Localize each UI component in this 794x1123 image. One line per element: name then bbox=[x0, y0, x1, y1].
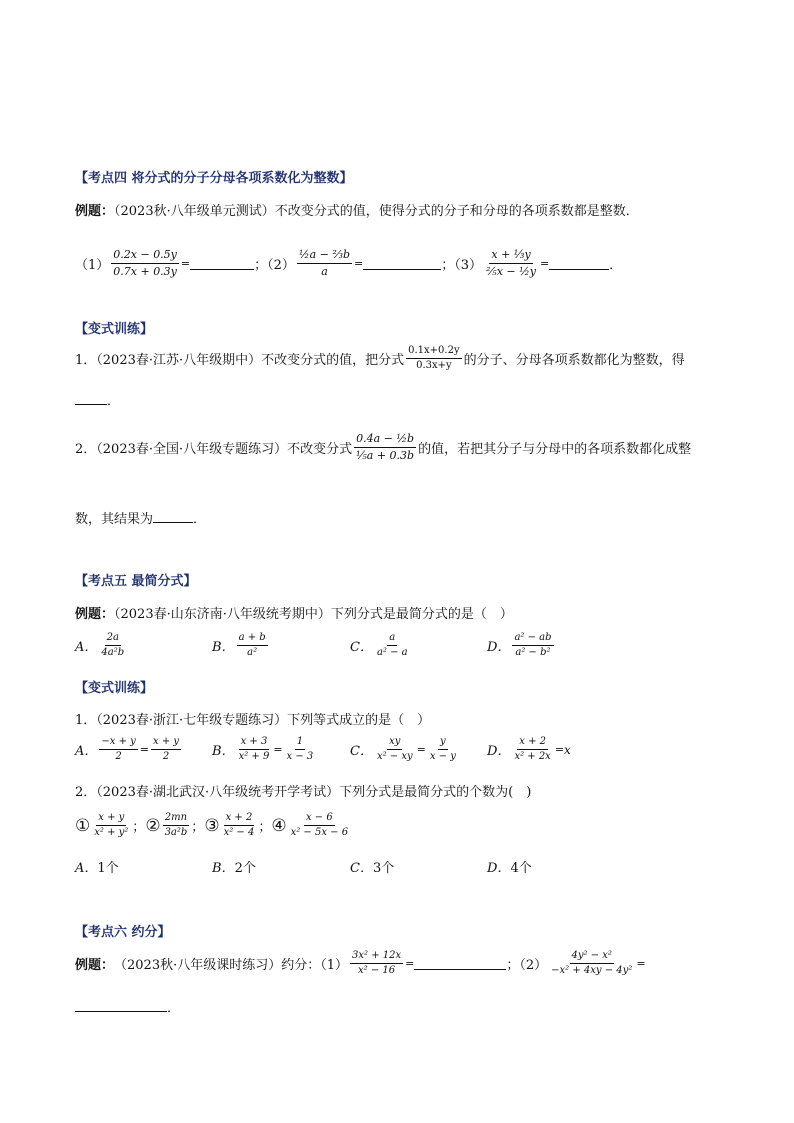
item-fraction bbox=[289, 812, 351, 839]
fraction-1-denominator: 0.7x + 0.3y bbox=[113, 265, 177, 278]
fraction-denominator: x² − xy bbox=[376, 751, 413, 762]
question-fraction bbox=[406, 345, 461, 372]
option-b[interactable]: B． $\frac{x + 3}{\text{x² + 9}}$ = $\frac{1}{x - 3}$ bbox=[212, 736, 314, 762]
example-5 bbox=[75, 603, 513, 622]
fraction-numerator: a + b bbox=[237, 632, 268, 646]
period: ． bbox=[167, 1001, 181, 1016]
option-letter: D． bbox=[487, 744, 511, 759]
item-mark: ③ bbox=[204, 815, 220, 836]
question-5-2-options bbox=[75, 857, 595, 877]
option-letter: D． bbox=[487, 640, 511, 655]
fraction-2-numerator: ½a − ⅔b bbox=[297, 248, 352, 264]
option-c[interactable] bbox=[350, 632, 412, 659]
fraction-numerator: x + y bbox=[96, 812, 126, 826]
option-letter: A． bbox=[75, 640, 98, 655]
option-text: 1个 bbox=[97, 861, 119, 876]
option-fraction bbox=[512, 736, 552, 763]
fraction-1-numerator: 0.2x − 0.5y bbox=[111, 248, 179, 264]
fraction-numerator: y bbox=[438, 736, 448, 750]
question-text: 2．（2023春·全国·八年级专题练习）不改变分式 bbox=[75, 442, 353, 457]
option-rhs: x bbox=[564, 742, 571, 757]
period: ． bbox=[107, 394, 121, 409]
option-text: 3个 bbox=[372, 861, 395, 876]
part-2-label: ；（2） bbox=[254, 258, 295, 273]
option-letter: C． bbox=[350, 640, 373, 655]
fraction-denominator: −x² + 4xy − 4y² bbox=[551, 965, 633, 976]
answer-blank[interactable] bbox=[75, 999, 167, 1012]
fraction-numerator: x − 6 bbox=[304, 812, 335, 826]
option-a[interactable] bbox=[75, 632, 128, 659]
option-fraction bbox=[99, 736, 137, 763]
answer-blank[interactable] bbox=[363, 257, 441, 270]
example-6-answer bbox=[75, 997, 180, 1016]
question-4-2-cont bbox=[75, 508, 206, 527]
item-mark: ② bbox=[145, 815, 161, 836]
answer-blank[interactable] bbox=[549, 257, 609, 270]
fraction-3-denominator: ⅖x − ½y bbox=[486, 265, 536, 278]
question-4-2 bbox=[75, 432, 691, 463]
item-mark: ④ bbox=[271, 815, 287, 836]
example-label: 例题： bbox=[75, 204, 115, 219]
answer-blank[interactable] bbox=[153, 510, 193, 523]
equals: = bbox=[405, 957, 415, 970]
separator: ； bbox=[258, 820, 272, 835]
section-title-4: 【考点四 将分式的分子分母各项系数化为整数】 bbox=[75, 171, 353, 186]
equals: = bbox=[354, 257, 364, 270]
option-letter: D． bbox=[487, 861, 511, 876]
answer-blank[interactable] bbox=[190, 257, 254, 270]
option-fraction bbox=[428, 736, 458, 763]
option-a[interactable] bbox=[75, 857, 119, 876]
equals: = bbox=[540, 257, 550, 270]
option-fraction bbox=[375, 632, 410, 659]
option-c[interactable]: C． $\frac{xy}{\text{x² − xy}}$ = $\frac{y}{x - y}$ bbox=[350, 736, 456, 762]
separator: ； bbox=[132, 820, 146, 835]
option-letter: C． bbox=[350, 744, 373, 759]
fraction-denominator: a² − b² bbox=[515, 647, 551, 658]
equals: = bbox=[636, 957, 646, 970]
period: ． bbox=[609, 258, 623, 273]
fraction-numerator: x + y bbox=[151, 736, 181, 750]
option-d[interactable]: D． $\frac{x + 2}{\text{x² + 2x}}$ = x bbox=[487, 736, 571, 762]
fraction-denominator: 3a²b bbox=[164, 827, 188, 838]
section-title-6: 【考点六 约分】 bbox=[75, 925, 171, 940]
fraction-denominator: 2 bbox=[162, 751, 170, 762]
separator: ；（2） bbox=[506, 958, 548, 973]
option-letter: B． bbox=[212, 861, 235, 876]
fraction-1 bbox=[111, 248, 179, 279]
example-4-parts bbox=[75, 248, 622, 279]
example-4 bbox=[75, 200, 639, 219]
fraction-2 bbox=[549, 950, 634, 977]
question-text: 1．（2023春·江苏·八年级期中）不改变分式的值，把分式 bbox=[75, 353, 405, 368]
example-text: （2023春·山东济南·八年级统考期中）下列分式是最简分式的是（ ） bbox=[114, 607, 513, 622]
part-1-label: （1） bbox=[75, 258, 110, 273]
example-6 bbox=[75, 950, 646, 977]
option-c[interactable] bbox=[350, 857, 394, 876]
fraction-denominator: ⅕a + 0.3b bbox=[356, 449, 415, 462]
fraction-denominator: x − y bbox=[429, 751, 456, 762]
fraction-numerator: x + 2 bbox=[224, 812, 255, 826]
fraction-numerator: 2mn bbox=[163, 812, 189, 826]
equals: = bbox=[180, 257, 191, 270]
option-letter: A． bbox=[75, 744, 98, 759]
period: ． bbox=[193, 512, 207, 527]
fraction-denominator: x² + y² bbox=[94, 827, 129, 838]
answer-blank[interactable] bbox=[414, 957, 506, 970]
question-5-1: 1．（2023春·浙江·七年级专题练习）下列等式成立的是（ ） bbox=[75, 713, 431, 728]
item-fraction bbox=[92, 812, 130, 839]
question-text: 的分子、分母各项系数都化为整数，得 bbox=[463, 353, 685, 368]
option-fraction bbox=[512, 632, 553, 659]
fraction-numerator: x + 3 bbox=[239, 736, 270, 750]
section-title-5: 【考点五 最简分式】 bbox=[75, 574, 197, 589]
fraction-numerator: xy bbox=[387, 736, 402, 750]
option-fraction bbox=[285, 736, 316, 763]
option-fraction bbox=[237, 632, 268, 659]
fraction-denominator: x² + 9 bbox=[238, 751, 270, 762]
fraction-denominator: 4a²b bbox=[101, 647, 125, 658]
example-5-options bbox=[75, 632, 595, 668]
fraction-1 bbox=[350, 950, 403, 977]
fraction-numerator: 3x² + 12x bbox=[350, 950, 403, 964]
option-letter: A． bbox=[75, 861, 98, 876]
question-fraction bbox=[354, 432, 416, 463]
fraction-denominator: x² − 5x − 6 bbox=[290, 827, 349, 838]
option-b[interactable] bbox=[212, 632, 270, 659]
fraction-denominator: x − 3 bbox=[286, 751, 314, 762]
question-5-2-items bbox=[75, 812, 352, 839]
fraction-denominator: 2 bbox=[115, 751, 122, 762]
option-b[interactable] bbox=[212, 857, 256, 876]
question-text: 的值，若把其分子与分母中的各项系数都化成整 bbox=[418, 442, 692, 457]
fraction-numerator: 1 bbox=[295, 736, 305, 750]
fraction-3-numerator: x + ⅓y bbox=[489, 248, 532, 264]
item-mark: ① bbox=[75, 815, 91, 836]
fraction-numerator: x + 2 bbox=[517, 736, 548, 750]
fraction-denominator: a² bbox=[247, 647, 258, 658]
option-text: 4个 bbox=[510, 861, 532, 876]
fraction-2 bbox=[297, 248, 352, 279]
fraction-denominator: 0.3x+y bbox=[416, 360, 452, 371]
example-label: 例题： bbox=[75, 958, 115, 973]
option-letter: C． bbox=[350, 861, 373, 876]
option-fraction bbox=[99, 632, 126, 659]
option-fraction bbox=[237, 736, 272, 763]
fraction-denominator: x² − 4 bbox=[223, 827, 255, 838]
example-label: 例题： bbox=[75, 607, 115, 622]
example-text: （2023秋·八年级单元测试）不改变分式的值，使得分式的分子和分母的各项系数都是整数． bbox=[114, 204, 639, 219]
fraction-numerator: 0.1x+0.2y bbox=[406, 345, 461, 359]
option-fraction bbox=[151, 736, 181, 763]
answer-blank[interactable] bbox=[75, 392, 107, 405]
option-letter: B． bbox=[212, 640, 235, 655]
fraction-denominator: a² − a bbox=[376, 647, 408, 658]
fraction-numerator: −x + y bbox=[99, 736, 137, 750]
fraction-numerator: a bbox=[387, 632, 397, 646]
separator: ； bbox=[191, 820, 205, 835]
question-5-1-options bbox=[75, 736, 595, 770]
fraction-3 bbox=[484, 248, 538, 279]
fraction-numerator: a² − ab bbox=[512, 632, 553, 646]
question-4-1 bbox=[75, 345, 685, 372]
option-fraction bbox=[375, 736, 415, 763]
fraction-2-denominator: a bbox=[321, 265, 328, 278]
option-letter: B． bbox=[212, 744, 235, 759]
fraction-numerator: 0.4a − ½b bbox=[354, 432, 416, 448]
variant-title-5: 【变式训练】 bbox=[75, 681, 154, 696]
fraction-numerator: 2a bbox=[105, 632, 121, 646]
option-text: 2个 bbox=[234, 861, 256, 876]
part-3-label: ；（3） bbox=[441, 258, 483, 273]
fraction-denominator: x² − 16 bbox=[358, 965, 396, 976]
item-fraction bbox=[163, 812, 190, 839]
question-5-2: 2．（2023春·湖北武汉·八年级统考开学考试）下列分式是最简分式的个数为( ) bbox=[75, 785, 532, 800]
option-d[interactable] bbox=[487, 632, 556, 659]
question-text: 数，其结果为 bbox=[75, 512, 154, 527]
example-text: （2023秋·八年级课时练习）约分：（1） bbox=[114, 958, 349, 973]
variant-title-4: 【变式训练】 bbox=[75, 322, 154, 337]
question-4-1-answer bbox=[75, 390, 120, 409]
option-a[interactable]: A． $\frac{-x + y}{2}$ = $\frac{x + y}{2}$ bbox=[75, 736, 180, 762]
fraction-numerator: 4y² − x² bbox=[570, 950, 614, 964]
fraction-denominator: x² + 2x bbox=[514, 751, 551, 762]
option-d[interactable] bbox=[487, 857, 532, 876]
item-fraction bbox=[222, 812, 257, 839]
